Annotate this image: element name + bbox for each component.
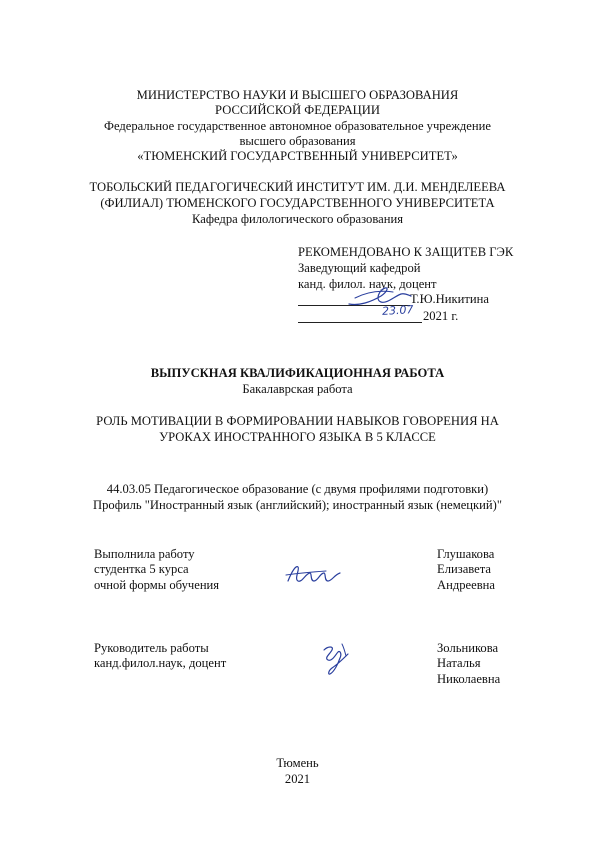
- work-type: ВЫПУСКНАЯ КВАЛИФИКАЦИОННАЯ РАБОТА: [150, 366, 445, 380]
- author-patronymic: Андреевна: [437, 578, 495, 592]
- footer-year: 2021: [284, 772, 311, 786]
- approval-signature: [345, 284, 413, 310]
- program-line-1: 44.03.05 Педагогическое образование (с двумя профилями подготовки): [106, 482, 489, 496]
- work-title-line-2: УРОКАХ ИНОСТРАННОГО ЯЗЫКА В 5 КЛАССЕ: [159, 430, 436, 444]
- work-subtype: Бакалаврская работа: [242, 382, 353, 396]
- author-label-line-1: Выполнила работу: [94, 547, 195, 561]
- supervisor-patronymic: Николаевна: [437, 672, 501, 686]
- approval-title: РЕКОМЕНДОВАНО К ЗАЩИТЕВ ГЭК: [298, 245, 514, 259]
- supervisor-label-line-1: Руководитель работы: [94, 641, 209, 655]
- university-name: «ТЮМЕНСКИЙ ГОСУДАРСТВЕННЫЙ УНИВЕРСИТЕТ»: [137, 149, 458, 163]
- work-title-line-1: РОЛЬ МОТИВАЦИИ В ФОРМИРОВАНИИ НАВЫКОВ ГОВОРЕНИЯ НА: [96, 414, 499, 428]
- ministry-line-1: МИНИСТЕРСТВО НАУКИ И ВЫСШЕГО ОБРАЗОВАНИЯ: [136, 88, 459, 102]
- author-surname: Глушакова: [437, 547, 495, 561]
- approval-degree: канд. филол. наук, доцент: [298, 277, 437, 291]
- author-signature: [282, 559, 344, 589]
- institute-line-1: ТОБОЛЬСКИЙ ПЕДАГОГИЧЕСКИЙ ИНСТИТУТ ИМ. Д.И. МЕНДЕЛЕЕВА: [89, 180, 506, 194]
- author-label-line-3: очной формы обучения: [94, 578, 220, 592]
- author-label-line-2: студентка 5 курса: [94, 562, 189, 576]
- department-name: Кафедра филологического образования: [192, 212, 403, 226]
- supervisor-surname: Зольникова: [437, 641, 499, 655]
- author-first-name: Елизавета: [437, 562, 491, 576]
- supervisor-first-name: Наталья: [437, 656, 481, 670]
- supervisor-signature: [318, 638, 354, 678]
- supervisor-label-line-2: канд.филол.наук, доцент: [94, 656, 227, 670]
- institution-line-2: высшего образования: [239, 134, 356, 148]
- program-line-2: Профиль "Иностранный язык (английский); иностранный язык (немецкий)": [93, 498, 502, 512]
- ministry-line-2: РОССИЙСКОЙ ФЕДЕРАЦИИ: [215, 103, 380, 117]
- institution-line-1: Федеральное государственное автономное образовательное учреждение: [104, 119, 491, 133]
- approval-date-line: [298, 322, 422, 323]
- institute-line-2: (ФИЛИАЛ) ТЮМЕНСКОГО ГОСУДАРСТВЕННОГО УНИВЕРСИТЕТА: [100, 196, 495, 210]
- approval-year: 2021 г.: [423, 309, 459, 323]
- approval-role: Заведующий кафедрой: [298, 261, 421, 275]
- approval-name: Т.Ю.Никитина: [410, 292, 489, 306]
- footer-city: Тюмень: [276, 756, 319, 770]
- approval-handwritten-date: 23.07: [381, 303, 414, 318]
